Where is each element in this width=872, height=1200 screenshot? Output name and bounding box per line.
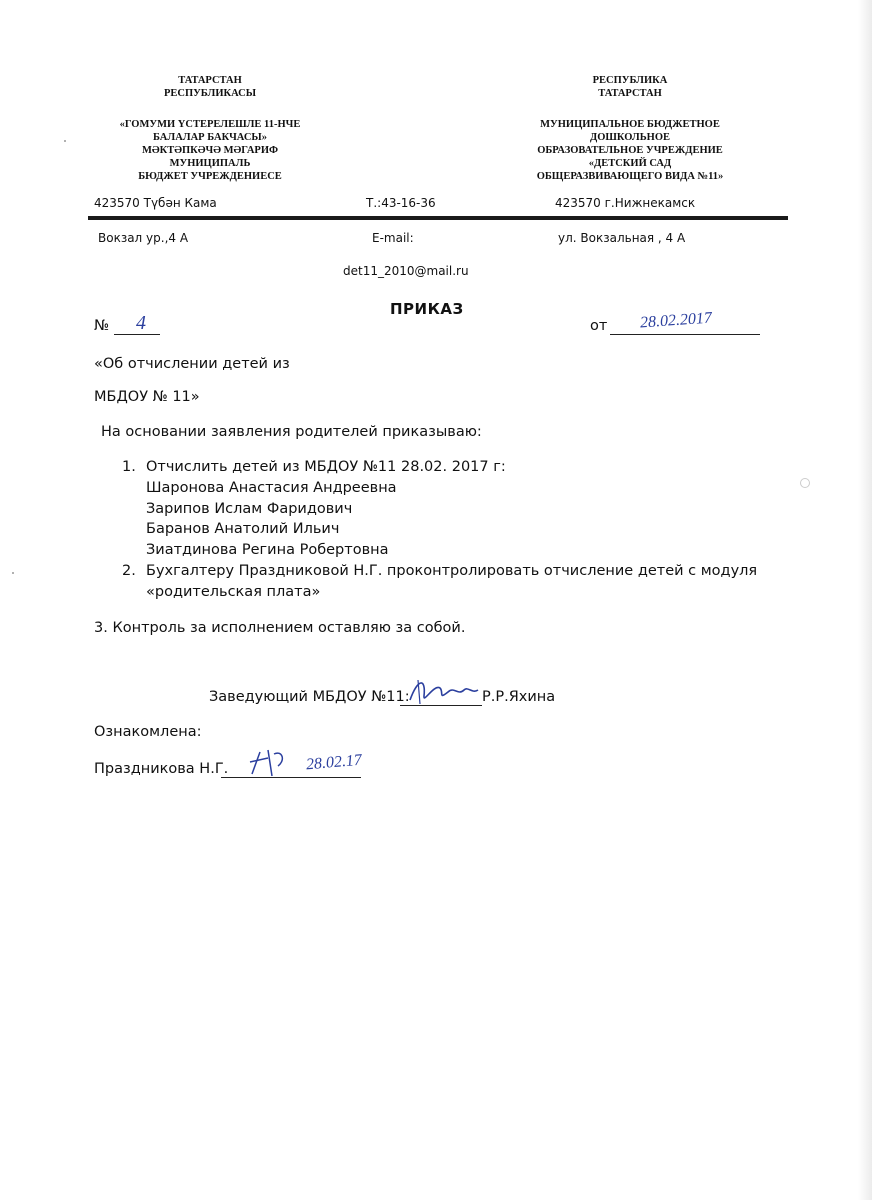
order-number-handwritten: 4 — [136, 312, 146, 334]
header-left-line7: БЮДЖЕТ УЧРЕЖДЕНИЕСЕ — [138, 171, 282, 182]
acquainted-name: Праздникова Н.Г. — [94, 761, 229, 777]
address-left-2: Вокзал ур.,4 А — [98, 231, 189, 245]
item-2-text: Бухгалтеру Праздниковой Н.Г. проконтролировать отчисление детей с модуля — [146, 563, 758, 579]
header-divider — [88, 216, 788, 220]
email-label: E-mail: — [372, 231, 414, 245]
head-signature-label: Заведующий МБДОУ №11: — [209, 689, 410, 705]
head-signature-mark — [404, 674, 484, 710]
child-name-3: Баранов Анатолий Ильич — [146, 521, 340, 537]
acquainted-label: Ознакомлена: — [94, 724, 202, 740]
acquainted-signature-mark — [246, 746, 296, 780]
header-left-line2: РЕСПУБЛИКАСЫ — [163, 88, 257, 99]
order-number-label: № — [94, 318, 110, 334]
order-date-underline — [610, 334, 760, 335]
order-date-handwritten: 28.02.2017 — [639, 309, 713, 332]
header-right-line7: ОБЩЕРАЗВИВАЮЩЕГО ВИДА №11» — [536, 171, 724, 182]
header-right-line4: ДОШКОЛЬНОЕ — [589, 132, 671, 143]
scan-speck — [12, 572, 14, 574]
phone: Т.:43-16-36 — [366, 196, 436, 210]
order-date-label: от — [590, 318, 608, 334]
address-right-1: 423570 г.Нижнекамск — [555, 196, 696, 210]
child-name-2: Зарипов Ислам Фаридович — [146, 501, 353, 517]
header-left-line4: БАЛАЛАР БАКЧАСЫ» — [152, 132, 267, 143]
scan-speck — [800, 478, 810, 488]
item-1-text: Отчислить детей из МБДОУ №11 28.02. 2017 г: — [146, 459, 506, 475]
scan-edge-shadow — [858, 0, 872, 1200]
header-left-block — [100, 74, 320, 183]
item-2-text-cont: «родительская плата» — [146, 584, 321, 600]
child-name-1: Шаронова Анастасия Андреевна — [146, 480, 397, 496]
header-right-line3: МУНИЦИПАЛЬНОЕ БЮДЖЕТНОЕ — [540, 119, 720, 130]
header-right-line6: «ДЕТСКИЙ САД — [588, 158, 672, 169]
header-right-line1: РЕСПУБЛИКА — [592, 75, 668, 86]
child-name-4: Зиатдинова Регина Робертовна — [146, 542, 389, 558]
subject-line-2: МБДОУ № 11» — [94, 389, 200, 405]
header-left-line5: МӘКТӘПКӘЧӘ МӘГАРИФ — [141, 145, 279, 156]
item-2-number: 2. — [122, 563, 136, 579]
header-left-line1: ТАТАРСТАН — [178, 75, 242, 86]
header-left-line6: МУНИЦИПАЛЬ — [169, 158, 251, 169]
header-right-block — [510, 74, 750, 183]
header-left-line3: «ГОМУМИ ҮСТЕРЕЛЕШЛЕ 11-НЧЕ — [119, 119, 301, 130]
address-left-1: 423570 Түбән Кама — [94, 196, 217, 210]
order-basis: На основании заявления родителей приказываю: — [101, 424, 482, 440]
item-3-text: 3. Контроль за исполнением оставляю за собой. — [94, 620, 466, 636]
head-name: Р.Р.Яхина — [482, 689, 556, 705]
subject-line-1: «Об отчислении детей из — [94, 356, 290, 372]
scan-speck — [64, 140, 66, 142]
item-1-number: 1. — [122, 459, 136, 475]
header-right-line5: ОБРАЗОВАТЕЛЬНОЕ УЧРЕЖДЕНИЕ — [537, 145, 723, 156]
address-right-2: ул. Вокзальная , 4 А — [558, 231, 686, 245]
email-address: det11_2010@mail.ru — [343, 264, 469, 278]
order-title: ПРИКАЗ — [390, 300, 464, 318]
acquainted-date-handwritten: 28.02.17 — [305, 751, 363, 774]
header-right-line2: ТАТАРСТАН — [598, 88, 662, 99]
